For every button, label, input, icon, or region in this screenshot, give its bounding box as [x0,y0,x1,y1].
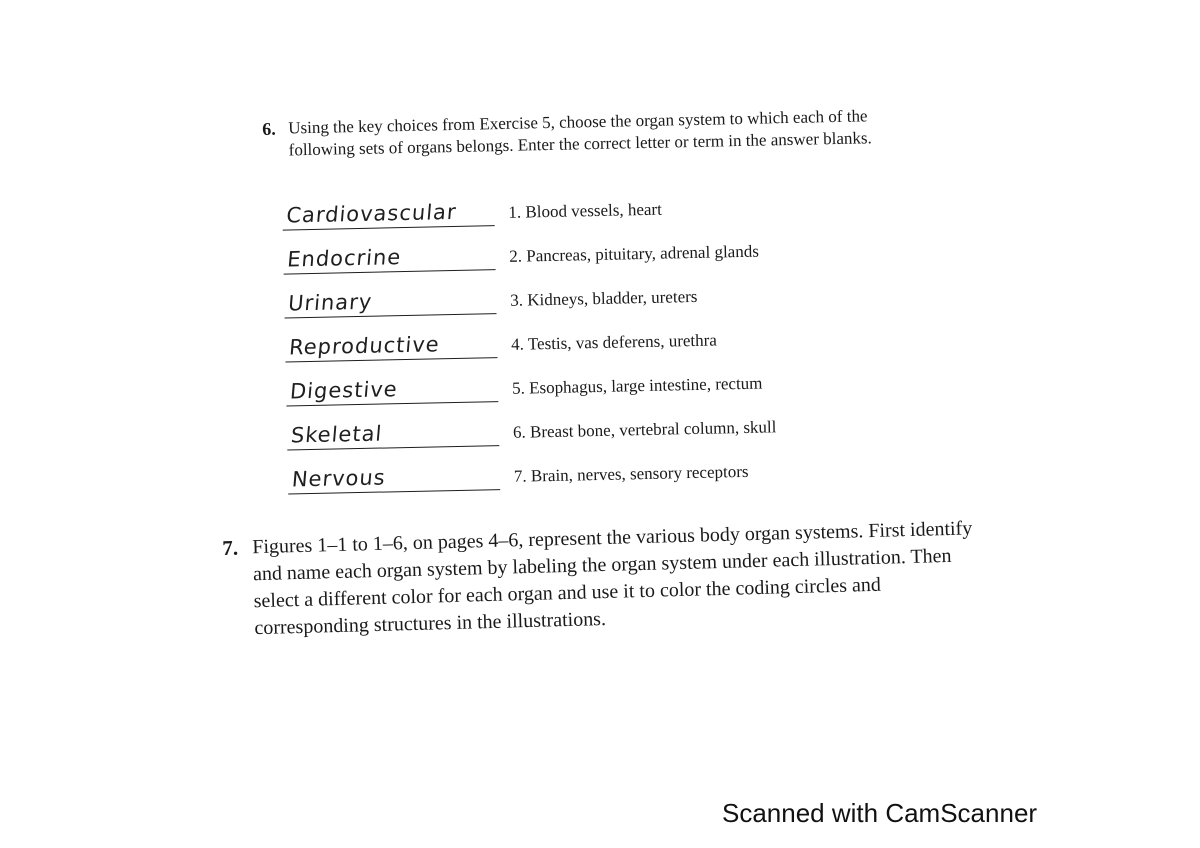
organ-set-item: 1. Blood vessels, heart [508,199,663,222]
answer-blank[interactable] [286,367,499,406]
camscanner-watermark: Scanned with CamScanner [722,798,1038,828]
handwritten-answer: Digestive [289,377,399,404]
handwritten-answer: Endocrine [286,245,403,272]
handwritten-answer: Cardiovascular [285,199,458,228]
question-7 [222,514,1015,643]
organ-set-item: 7. Brain, nerves, sensory receptors [513,461,749,486]
answer-blank[interactable] [287,411,500,450]
organ-set-item: 2. Pancreas, pituitary, adrenal glands [509,241,760,266]
answer-blank[interactable] [284,279,497,318]
question-6 [262,104,923,162]
answer-blank[interactable] [283,235,496,274]
answer-blank[interactable] [288,455,501,494]
organ-set-item: 5. Esophagus, large intestine, rectum [511,373,763,398]
question-6-prompt: Using the key choices from Exercise 5, choose the organ system to which each of the following sets of organs belongs. Enter the correct letter or term in the answer blanks. [288,106,872,160]
handwritten-answer: Urinary [287,289,374,316]
question-7-number: 7. [222,535,239,560]
answer-blank[interactable] [285,323,498,362]
organ-set-item: 6. Breast bone, vertebral column, skull [512,417,777,442]
answer-blank[interactable] [282,191,495,230]
question-7-prompt: Figures 1–1 to 1–6, on pages 4–6, represent the various body organ systems. First identify and name each organ system by labeling the organ system under each illustration. Then select a different color for each organ and use it to color the coding circles and corresponding structures in the illustrations. [252,517,973,640]
organ-set-item: 3. Kidneys, bladder, ureters [510,286,698,310]
answer-list [262,183,888,504]
question-6-number: 6. [262,118,276,139]
handwritten-answer: Reproductive [288,332,441,360]
handwritten-answer: Nervous [290,465,387,492]
handwritten-answer: Skeletal [290,421,384,448]
organ-set-item: 4. Testis, vas deferens, urethra [510,330,718,354]
